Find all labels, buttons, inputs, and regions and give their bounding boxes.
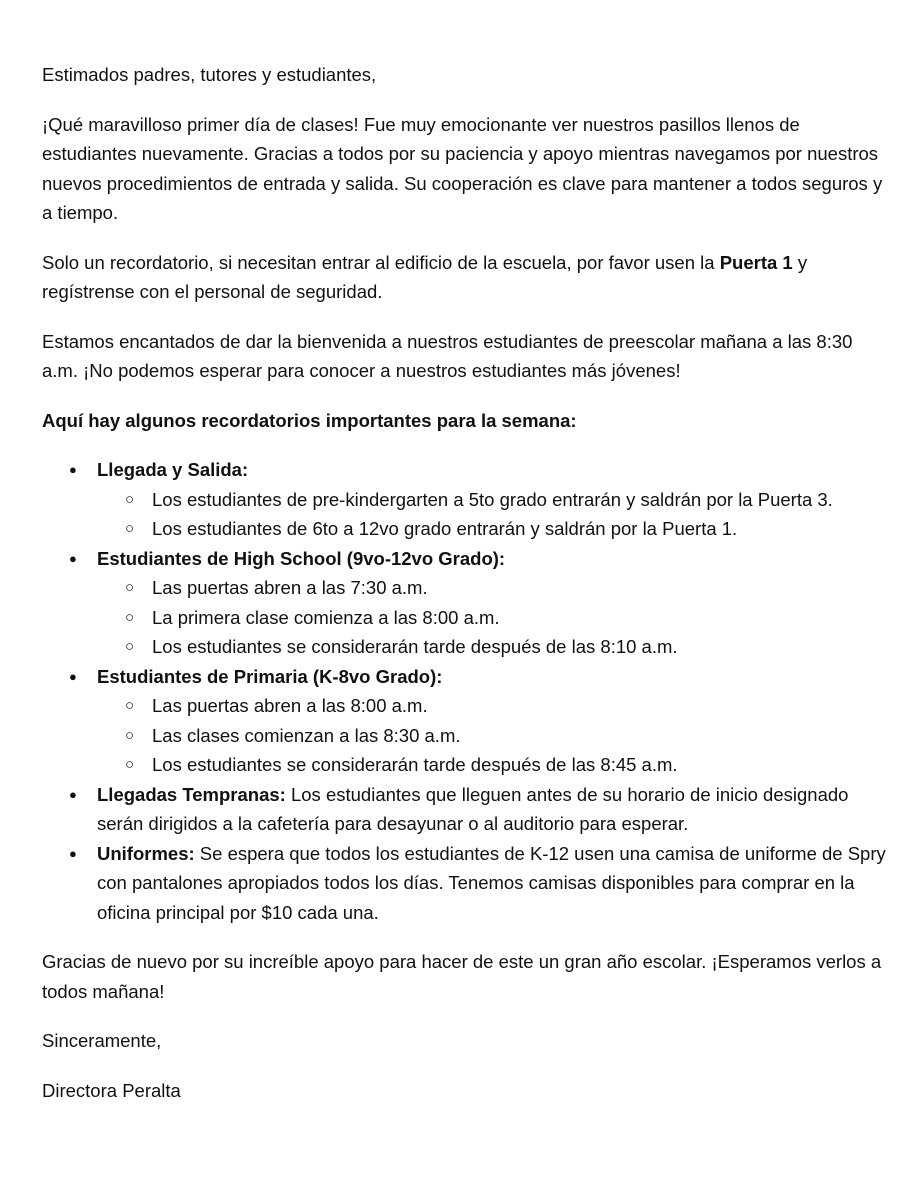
reminder-title: Llegadas Tempranas: [97,783,286,805]
reminders-list [42,455,893,927]
sub-item: ○ Los estudiantes de 6to a 12vo grado entrarán y saldrán por la Puerta 1. [97,514,893,544]
sub-item: ○ Los estudiantes de pre-kindergarten a 5to grado entrarán y saldrán por la Puerta 3. [97,485,893,515]
reminder-primary [42,662,893,780]
reminder-title: Estudiantes de High School (9vo-12vo Grado): [97,547,506,569]
greeting: Estimados padres, tutores y estudiantes, [42,64,377,85]
reminder-text: Los estudiantes que lleguen antes de su horario de inicio designado serán dirigidos a la cafetería para desayunar o al auditorio para esperar. [97,783,849,834]
reminder-door-emphasis: Puerta 1 [719,251,793,273]
reminder-paragraph [42,248,893,307]
sub-item: ○ La primera clase comienza a las 8:00 a.m. [97,603,893,633]
preschool-paragraph: Estamos encantados de dar la bienvenida a nuestros estudiantes de preescolar mañana a las 8:30 a.m. ¡No podemos esperar para conocer a nuestros estudiantes más jóvenes! [42,330,853,381]
sub-item: ○ Los estudiantes se considerarán tarde después de las 8:45 a.m. [97,750,893,780]
signoff: Sinceramente, [42,1030,162,1051]
sub-item: ○ Los estudiantes se considerarán tarde después de las 8:10 a.m. [97,632,893,662]
reminder-title: Uniformes: [97,842,195,864]
intro-paragraph: ¡Qué maravilloso primer día de clases! Fue muy emocionante ver nuestros pasillos llenos de estudiantes nuevamente. Gracias a todos por su paciencia y apoyo mientras navegamos por nuestros nuevos procedimientos de entrada y salida. Su cooperación es clave para mantener a todos seguros y a tiempo. [42,113,883,223]
reminder-sublist [97,691,893,780]
signature: Directora Peralta [42,1079,181,1101]
reminder-sublist [97,573,893,662]
reminder-early-arrivals [42,780,893,839]
reminder-text-before: Solo un recordatorio, si necesitan entrar al edificio de la escuela, por favor usen la [42,251,720,273]
sub-item: ○ Las puertas abren a las 7:30 a.m. [97,573,893,603]
reminder-arrival-departure [42,455,893,544]
reminder-high-school [42,544,893,662]
reminder-uniforms [42,839,893,928]
closing-paragraph: Gracias de nuevo por su increíble apoyo para hacer de este un gran año escolar. ¡Esperamos verlos a todos mañana! [42,951,882,1002]
sub-item: ○ Las clases comienzan a las 8:30 a.m. [97,721,893,751]
reminder-title: Estudiantes de Primaria (K-8vo Grado): [97,665,443,687]
reminder-text: Se espera que todos los estudiantes de K-12 usen una camisa de uniforme de Spry con pantalones apropiados todos los días. Tenemos camisas disponibles para comprar en la oficina principal por $10 cada una. [97,842,886,923]
reminder-sublist [97,485,893,544]
sub-item: ○ Las puertas abren a las 8:00 a.m. [97,691,893,721]
reminders-heading: Aquí hay algunos recordatorios importantes para la semana: [42,409,577,431]
reminder-text-after: y regístrense con el personal de seguridad. [42,251,808,302]
reminder-title: Llegada y Salida: [97,459,249,480]
